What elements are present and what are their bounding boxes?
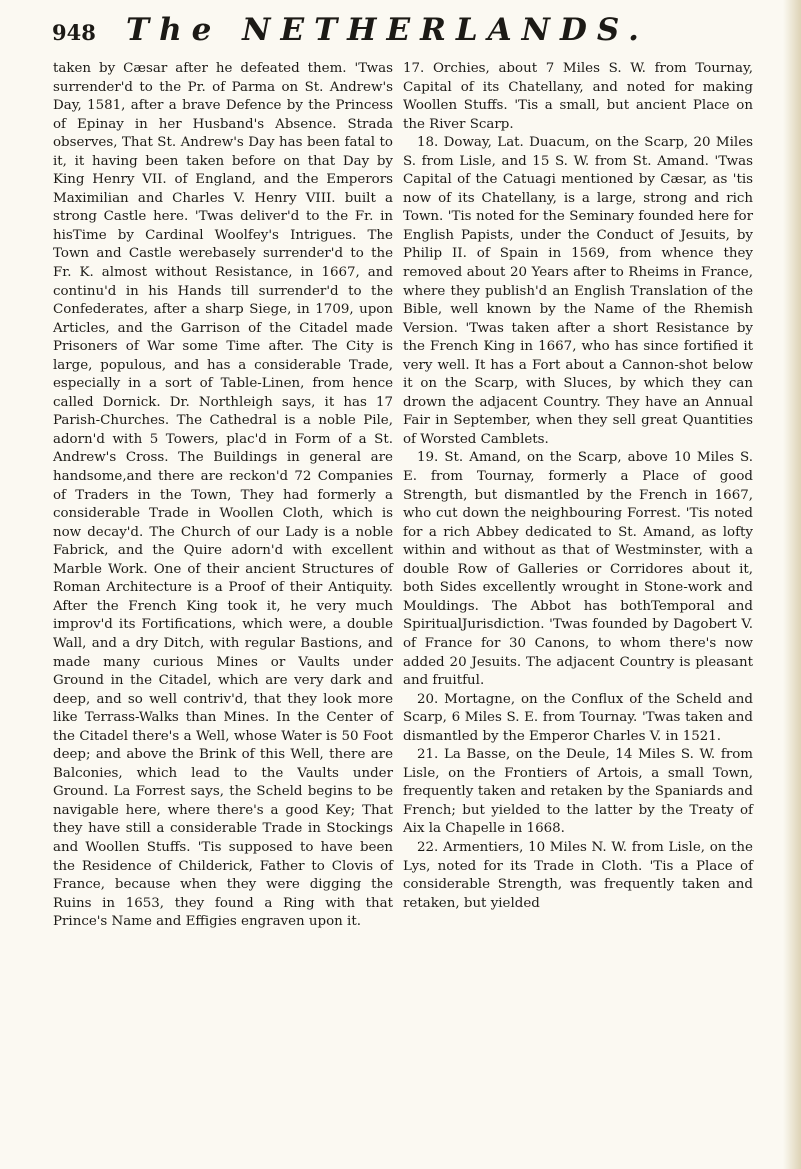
running-title: The NETHERLANDS. [126, 12, 649, 48]
entry-la-basse: 21. La Basse, on the Deule, 14 Miles S. W. from Lisle, on the Frontiers of Artois, a small Town, frequently taken and retaken by the Spaniards and French; but yielded to the latter by the Treaty of Aix la Chapelle in 1668. [403, 747, 753, 837]
entry-armentiers: 22. Armentiers, 10 Miles N. W. from Lisle, on the Lys, noted for its Trade in Cloth. 'Tis a Place of considerable Strength, was frequently taken and retaken, but yielded [403, 839, 753, 911]
page-number: 948 [52, 20, 96, 45]
entry-orchies: 17. Orchies, about 7 Miles S. W. from Tournay, Capital of its Chatellany, and noted for making Woollen Stuffs. 'Tis a small, but ancient Place on the River Scarp. [403, 61, 753, 132]
left-column-text: taken by Cæsar after he defeated them. 'Twas surrender'd to the Pr. of Parma on St. Andrew's Day, 1581, after a brave Defence by the Princess of Epinay in her Husband's Absence. Strada observes, That St. Andrew's Day has been fatal to it, it having been taken before on that Day by King Henry VII. of England, and the Emperors Maximilian and Charles V. Henry VIII. built a strong Castle here. 'Twas deliver'd to the Fr. in hisTime by Cardinal Woolfey's Intrigues. The Town and Castle werebasely surrender'd to the Fr. K. almost without Resistance, in 1667, and continu'd in his Hands till surrender'd to the Confederates, after a sharp Siege, in 1709, upon Articles, and the Garrison of the Citadel made Prisoners of War some Time after. The City is large, populous, and has a considerable Trade, especially in a sort of Table-Linen, from hence called Dornick. Dr. Northleigh says, it has 17 Parish-Churches. The Cathedral is a noble Pile, adorn'd with 5 Towers, plac'd in Form of a St. Andrew's Cross. The Buildings in general are handsome,and there are reckon'd 72 Companies of Traders in the Town, They had formerly a considerable Trade in Woollen Cloth, which is now decay'd. The Church of our Lady is a noble Fabrick, and the Quire adorn'd with excellent Marble Work. One of their ancient Structures of Roman Architecture is a Proof of their Antiquity. After the French King took it, he very much improv'd its Fortifications, which were, a double Wall, and a dry Ditch, with regular Bastions, and made many curious Mines or Vaults under Ground in the Citadel, which are very dark and deep, and so well contriv'd, that they look more like Terrass-Walks than Mines. In the Center of the Citadel there's a Well, whose Water is 50 Foot deep; and above the Brink of this Well, there are Balconies, which lead to the Vaults under Ground. La Forrest says, the Scheld begins to be navigable here, where there's a good Key; That they have still a considerable Trade in Stockings and Woollen Stuffs. 'Tis supposed to have been the Residence of Childerick, Father to Clovis of France, because when they were digging the Ruins in 1653, they found a Ring with that Prince's Name and Effigies engraven upon it. [53, 61, 393, 930]
entry-doway: 18. Doway, Lat. Duacum, on the Scarp, 20 Miles S. from Lisle, and 15 S. W. from St. Amand. 'Twas Capital of the Catuagi mentioned by Cæsar, as 'tis now of its Chatellany, is a large, strong and rich Town. 'Tis noted for the Seminary founded here for English Papists, under the Conduct of Jesuits, by Philip II. of Spain in 1569, from whence they removed about 20 Years after to Rheims in France, where they publish'd an English Translation of the Bible, well known by the Name of the Rhemish Version. 'Twas taken after a short Resistance by the French King in 1667, who has since fortified it very well. It has a Fort about a Cannon-shot below it on the Scarp, with Sluces, by which they can drown the adjacent Country. They have an Annual Fair in September, when they sell great Quantities of Worsted Camblets. [403, 135, 753, 447]
page-header [52, 12, 756, 56]
right-column [403, 60, 753, 913]
page-edge [783, 0, 801, 1169]
entry-st-amand: 19. St. Amand, on the Scarp, above 10 Miles S. E. from Tournay, formerly a Place of good Strength, but dismantled by the French in 1667, who cut down the neighbouring Forrest. 'Tis noted for a rich Abbey dedicated to St. Amand, as lofty within and without as that of Westminster, with a double Row of Galleries or Corridores about it, both Sides excellently wrought in Stone-work and Mouldings. The Abbot has bothTemporal and SpiritualJurisdiction. 'Twas founded by Dagobert V. of France for 30 Canons, to whom there's now added 20 Jesuits. The adjacent Country is pleasant and fruitful. [403, 450, 753, 689]
entry-mortagne: 20. Mortagne, on the Conflux of the Scheld and Scarp, 6 Miles S. E. from Tournay. 'Twas taken and dismantled by the Emperor Charles V. in 1521. [403, 691, 753, 744]
left-column [53, 60, 393, 932]
